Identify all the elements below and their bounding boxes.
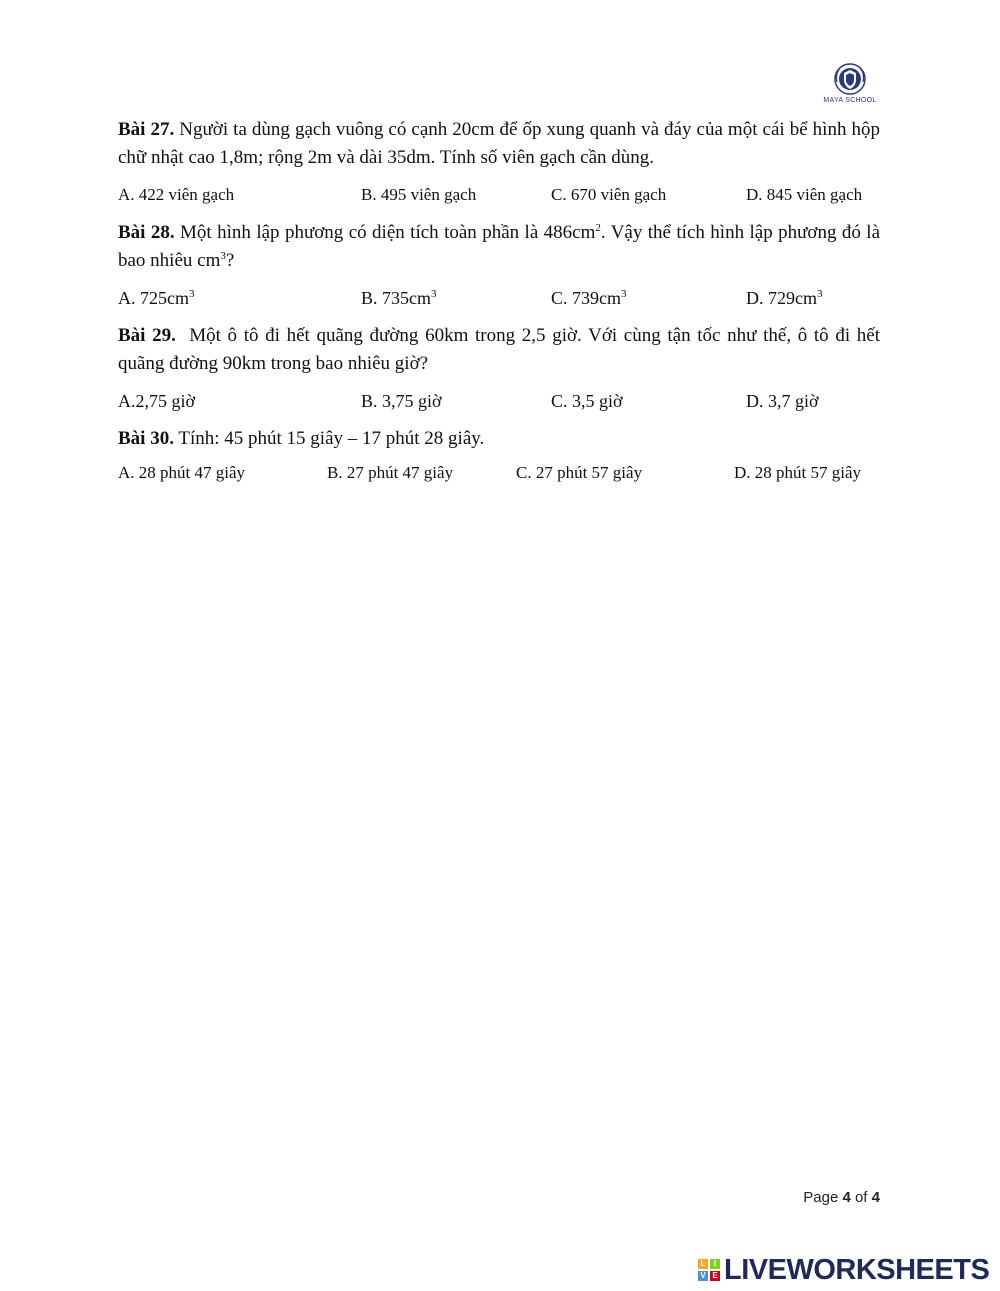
- option-d[interactable]: [746, 286, 823, 310]
- option-label: D. 729cm: [746, 288, 817, 308]
- option-label: B. 735cm: [361, 288, 431, 308]
- option-c[interactable]: C. 27 phút 57 giây: [516, 463, 643, 482]
- crest-icon: [833, 62, 867, 96]
- liveworksheets-logo-icon: [698, 1259, 720, 1281]
- logo-letter: I: [710, 1259, 720, 1269]
- option-d[interactable]: D. 3,7 giờ: [746, 391, 819, 411]
- current-page: 4: [842, 1189, 851, 1206]
- question-text: ?: [225, 250, 235, 271]
- brand-name: LIVEWORKSHEETS: [724, 1253, 990, 1286]
- superscript: 2: [595, 222, 601, 234]
- options-30: [118, 461, 880, 485]
- question-text: Một ô tô đi hết quãng đường 60km trong 2,5 giờ. Với cùng tận tốc như thế, ô tô đi hết quãng đường 90km trong bao nhiêu giờ?: [118, 325, 885, 374]
- option-b[interactable]: B. 495 viên gạch: [361, 185, 477, 204]
- option-a[interactable]: [118, 286, 195, 310]
- option-label: A. 725cm: [118, 288, 189, 308]
- superscript: 3: [431, 288, 437, 300]
- option-c[interactable]: C. 670 viên gạch: [551, 185, 667, 204]
- option-d[interactable]: D. 845 viên gạch: [746, 185, 863, 204]
- superscript: 3: [621, 288, 627, 300]
- superscript: 3: [189, 288, 195, 300]
- options-27: [118, 183, 880, 207]
- question-28: [118, 219, 880, 275]
- option-a[interactable]: A.2,75 giờ: [118, 391, 196, 411]
- superscript: 3: [220, 250, 226, 262]
- page-number: [803, 1189, 880, 1206]
- option-b[interactable]: B. 3,75 giờ: [361, 391, 442, 411]
- option-c[interactable]: [551, 286, 627, 310]
- question-number: Bài 28.: [118, 222, 175, 243]
- option-label: C. 739cm: [551, 288, 621, 308]
- question-29: [118, 322, 885, 378]
- school-logo: [818, 62, 882, 112]
- question-30: [118, 425, 880, 453]
- options-28: [118, 286, 880, 310]
- superscript: 3: [817, 288, 823, 300]
- liveworksheets-brand[interactable]: [698, 1254, 989, 1286]
- option-a[interactable]: A. 422 viên gạch: [118, 185, 235, 204]
- worksheet-content: [118, 116, 885, 485]
- logo-letter: E: [710, 1271, 720, 1281]
- option-d[interactable]: D. 28 phút 57 giây: [734, 463, 862, 482]
- question-text: Một hình lập phương có diện tích toàn phần là 486cm: [174, 222, 596, 243]
- question-text: . Vậy thể tích hình lập phương đó là bao nhiêu cm: [118, 222, 881, 271]
- of-word: of: [850, 1189, 872, 1206]
- school-name: MAYA SCHOOL: [823, 97, 877, 104]
- question-number: Bài 30.: [118, 428, 174, 449]
- logo-letter: L: [698, 1259, 708, 1269]
- question-number: Bài 27.: [118, 119, 175, 140]
- option-c[interactable]: C. 3,5 giờ: [551, 391, 623, 411]
- question-number: Bài 29.: [118, 325, 176, 346]
- total-pages: 4: [871, 1189, 880, 1206]
- question-text: Tính: 45 phút 15 giây – 17 phút 28 giây.: [173, 428, 485, 449]
- question-27: [118, 116, 880, 172]
- option-b[interactable]: [361, 286, 437, 310]
- page-word: Page: [803, 1189, 843, 1206]
- question-text: Người ta dùng gạch vuông có cạnh 20cm để ốp xung quanh và đáy của một cái bể hình hộp chữ nhật cao 1,8m; rộng 2m và dài 35dm. Tính số viên gạch cần dùng.: [118, 119, 881, 168]
- option-a[interactable]: A. 28 phút 47 giây: [118, 463, 246, 482]
- logo-letter: V: [698, 1271, 708, 1281]
- options-29: [118, 389, 880, 413]
- option-b[interactable]: B. 27 phút 47 giây: [327, 463, 454, 482]
